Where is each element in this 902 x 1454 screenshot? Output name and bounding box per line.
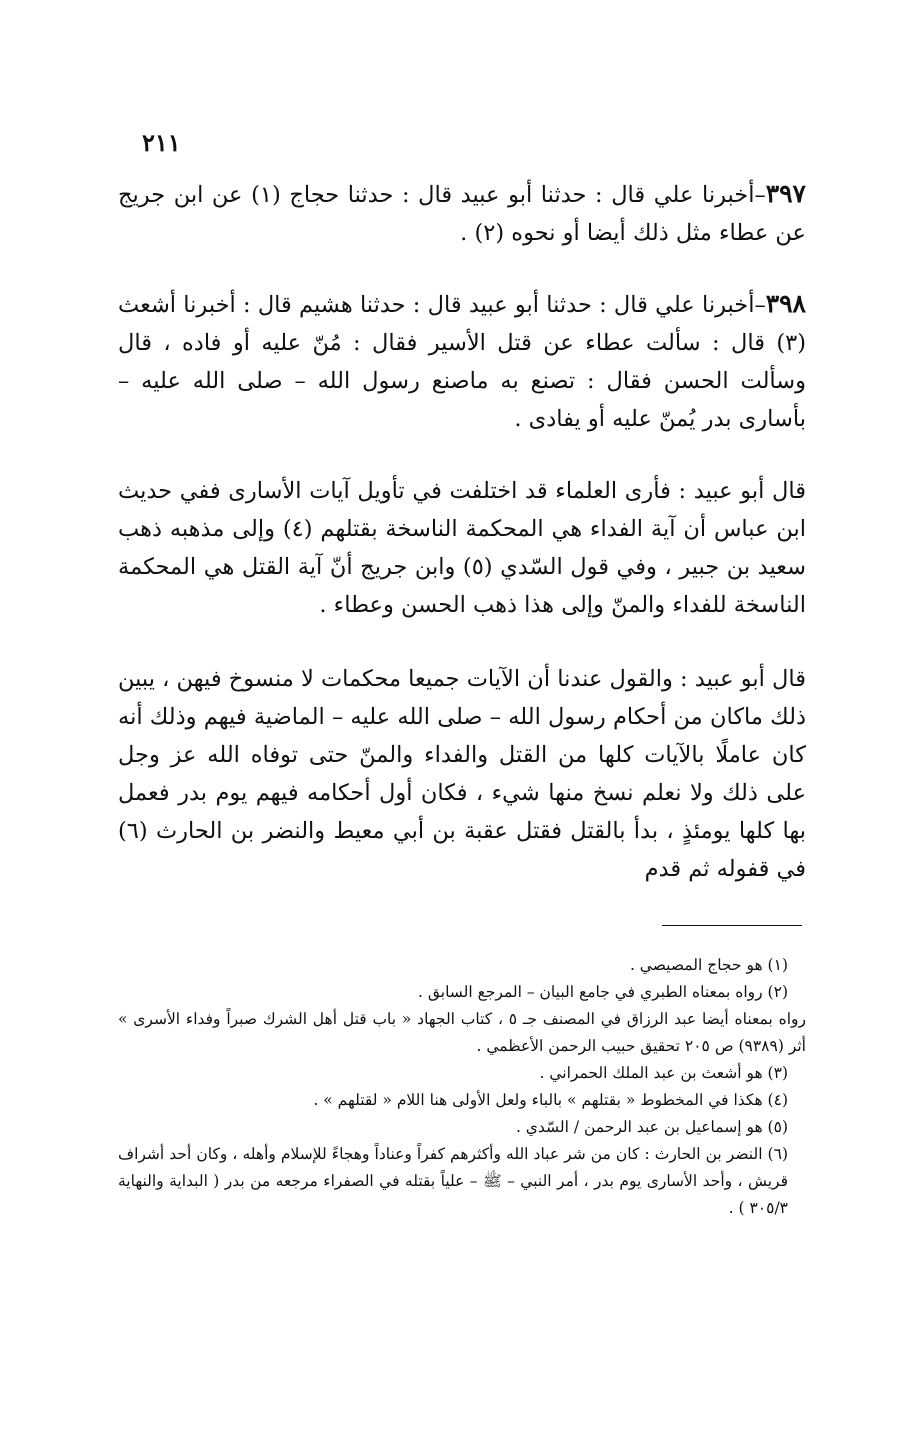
footnote-1: (١) هو حجاج المصيصي . <box>629 956 788 974</box>
paragraph-number: ٣٩٧ <box>765 179 806 208</box>
paragraph-commentary-1 <box>118 472 806 624</box>
footnote-4: (٤) هكذا في المخطوط « بقتلهم » بالباء ولعل الأولى هنا اللام « لقتلهم » . <box>313 1091 788 1109</box>
page-number: ٢١١ <box>142 128 181 157</box>
footnote-6: (٦) النضر بن الحارث : كان من شر عباد الله وأكثرهم كفراً وعناداً وهجاءً للإسلام وأهله ، وكان أحد أشراف قريش ، وأحد الأسارى يوم بدر ، أمر النبي – ﷺ – علياً بقتله في الصفراء مرجعه من بدر ( البداية والنهاية ٣٠٥/٣ ) . <box>118 1145 788 1217</box>
footnote-2: (٢) رواه بمعناه الطبري في جامع البيان – المرجع السابق . <box>417 983 788 1001</box>
paragraph-text: –أخبرنا علي قال : حدثنا أبو عبيد قال : حدثنا حجاج (١) عن ابن جريج عن عطاء مثل ذلك أيضا أو نحوه (٢) . <box>118 182 806 246</box>
paragraph-397 <box>118 175 806 252</box>
paragraph-text: قال أبو عبيد : والقول عندنا أن الآيات جميعا محكمات لا منسوخ فيهن ، يبين ذلك ماكان من أحكام رسول الله – صلى الله عليه – الماضية فيهم وذلك أنه كان عاملًا بالآيات كلها من القتل والفداء والمنّ حتى توفاه الله عز وجل على ذلك ولا نعلم نسخ منها شيء ، فكان أول أحكامه فيهم يوم بدر فعمل بها كلها يومئذٍ ، بدأ بالقتل فقتل عقبة بن أبي معيط والنضر بن الحارث (٦) في قفوله ثم قدم <box>118 666 806 882</box>
footnotes <box>118 952 806 1222</box>
paragraph-text: –أخبرنا علي قال : حدثنا أبو عبيد قال : حدثنا هشيم قال : أخبرنا أشعث (٣) قال : سألت عطاء عن قتل الأسير فقال : مُنّ عليه أو فاده ، قال وسألت الحسن فقال : تصنع به ماصنع رسول الله – صلى الله عليه – بأسارى بدر يُمنّ عليه أو يفادى . <box>118 292 806 432</box>
paragraph-398 <box>118 285 806 438</box>
footnote-5: (٥) هو إسماعيل بن عبد الرحمن / السّدي . <box>515 1118 788 1136</box>
paragraph-commentary-2 <box>118 660 806 888</box>
footnote-divider <box>662 925 802 926</box>
footnote-2-continuation: رواه بمعناه أيضا عبد الرزاق في المصنف جـ ٥ ، كتاب الجهاد « باب قتل أهل الشرك صبراً وفداء الأسرى » أثر (٩٣٨٩) ص ٢٠٥ تحقيق حبيب الرحمن الأعظمي . <box>118 1010 807 1055</box>
paragraph-text: قال أبو عبيد : فأرى العلماء قد اختلفت في تأويل آيات الأسارى ففي حديث ابن عباس أن آية الفداء هي المحكمة الناسخة بقتلهم (٤) وإلى مذهبه ذهب سعيد بن جبير ، وفي قول السّدي (٥) وابن جريج أنّ آية القتل هي المحكمة الناسخة للفداء والمنّ وإلى هذا ذهب الحسن وعطاء . <box>118 478 806 618</box>
paragraph-number: ٣٩٨ <box>765 289 806 318</box>
footnote-3: (٣) هو أشعث بن عبد الملك الحمراني . <box>539 1064 788 1082</box>
